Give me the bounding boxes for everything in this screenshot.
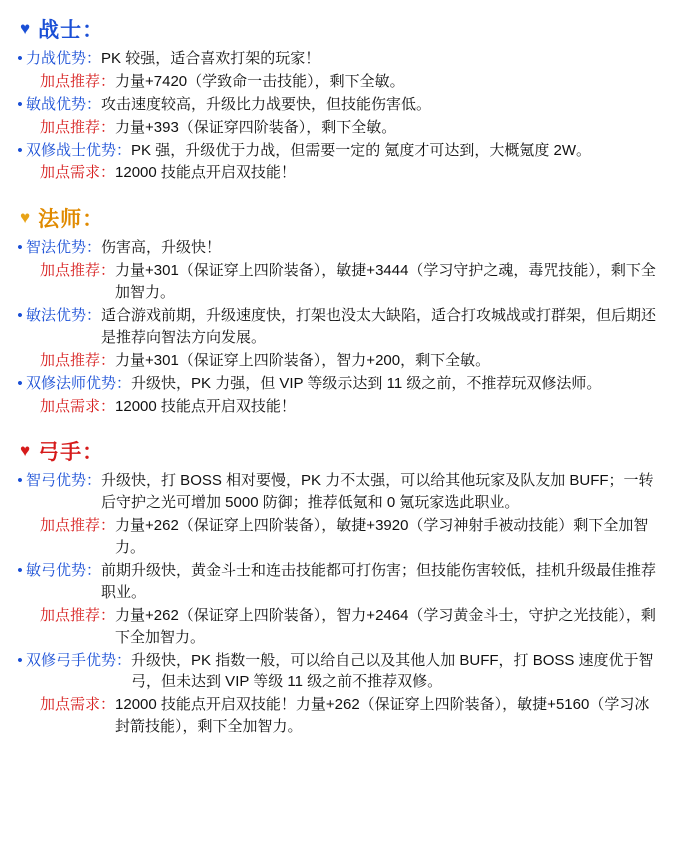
section-heading-mage (20, 203, 661, 233)
bullet-icon: • (17, 50, 23, 67)
entry-text: 攻击速度较高，升级比力战要快，但技能伤害低。 (101, 95, 432, 113)
list-item (14, 373, 661, 395)
list-item (14, 694, 661, 738)
entry-text: 升级快，打 BOSS 相对要慢，PK 力不太强，可以给其他玩家及队友加 BUFF；一转后守护之光可增加 5000 防御；推荐低氪和 0 氪玩家选此职业。 (101, 472, 654, 512)
list-item (14, 560, 661, 604)
bullet-icon: • (17, 651, 23, 669)
section-heading-archer (20, 436, 661, 466)
entry-text: 升级快，PK 力强，但 VIP 等级示达到 11 级之前，不推荐玩双修法师。 (131, 374, 602, 392)
entry-text: 前期升级快，黄金斗士和连击技能都可打伤害；但技能伤害较低，挂机升级最佳推荐职业。 (101, 562, 657, 601)
section-archer (14, 436, 661, 738)
entry-label: 加点推荐： (40, 351, 116, 369)
entry-label: 加点需求： (40, 696, 116, 714)
entry-text: 伤害高，升级快！ (101, 239, 222, 257)
list-item (14, 48, 661, 70)
bullet-icon: • (17, 472, 23, 490)
list-item (14, 117, 661, 139)
entry-text: 12000 技能点开启双技能！力量+262（保证穿上四阶装备），敏捷+5160（学习冰封箭技能），剩下全加智力。 (115, 696, 650, 736)
entry-label: 敏弓优势： (26, 562, 102, 580)
list-item (14, 396, 661, 418)
list-item (14, 470, 661, 514)
entry-label: 双修法师优势： (26, 374, 132, 392)
entry-text: 力量+262（保证穿上四阶装备），智力+2464（学习黄金斗士，守护之光技能），剩下全加智力。 (115, 606, 656, 646)
bullet-icon: • (17, 141, 23, 159)
entry-label: 加点推荐： (40, 72, 116, 90)
list-item (14, 237, 661, 259)
entry-label: 双修战士优势： (26, 141, 132, 159)
heart-icon: ♥ (20, 18, 31, 38)
list-item (14, 305, 661, 349)
bullet-icon: • (17, 374, 23, 392)
entry-label: 力战优势： (26, 50, 102, 67)
entry-text: 力量+262（保证穿上四阶装备），敏捷+3920（学习神射手被动技能）剩下全加智力。 (115, 517, 649, 557)
entry-label: 加点推荐： (40, 606, 116, 624)
entry-label: 加点需求： (40, 164, 116, 182)
entry-text: 适合游戏前期，升级速度快，打架也没太大缺陷，适合打攻城战或打群架，但后期还是推荐向智法方向发展。 (101, 307, 657, 346)
entry-text: 力量+301（保证穿上四阶装备），敏捷+3444（学习守护之魂，毒咒技能），剩下全加智力。 (115, 262, 656, 302)
list-item (14, 605, 661, 649)
entry-text: 力量+7420（学致命一击技能），剩下全敏。 (115, 72, 405, 90)
entry-label: 加点需求： (40, 397, 116, 415)
section-title: 法师： (38, 208, 105, 232)
entry-label: 加点推荐： (40, 262, 116, 280)
bullet-icon: • (17, 95, 23, 113)
list-item (14, 71, 661, 93)
section-heading-warrior (20, 14, 661, 44)
section-mage (14, 203, 661, 417)
entry-label: 加点推荐： (40, 517, 116, 535)
section-title: 弓手： (38, 441, 105, 465)
entry-label: 敏法优势： (26, 307, 102, 325)
list-item (14, 140, 661, 162)
bullet-icon: • (17, 562, 23, 580)
list-item (14, 350, 661, 372)
entry-label: 敏战优势： (26, 95, 102, 113)
list-item (14, 260, 661, 304)
entry-text: 力量+301（保证穿上四阶装备），智力+200，剩下全敏。 (115, 351, 491, 369)
list-item (14, 650, 661, 694)
heart-icon: ♥ (20, 440, 31, 460)
entry-text: 12000 技能点开启双技能！ (115, 164, 296, 182)
entry-label: 双修弓手优势： (26, 651, 132, 669)
heart-icon: ♥ (20, 207, 31, 227)
entry-text: PK 强，升级优于力战，但需要一定的 氪度才可达到，大概氪度 2W。 (131, 141, 592, 159)
section-warrior (14, 14, 661, 184)
bullet-icon: • (17, 239, 23, 257)
entry-text: 12000 技能点开启双技能！ (115, 397, 296, 415)
entry-label: 智弓优势： (26, 472, 102, 490)
entry-text: 升级快，PK 指数一般，可以给自己以及其他人加 BUFF，打 BOSS 速度优于智弓，但未达到 VIP 等级 11 级之前不推荐双修。 (131, 651, 654, 691)
entry-text: PK 较强，适合喜欢打架的玩家！ (101, 50, 321, 67)
list-item (14, 515, 661, 559)
entry-text: 力量+393（保证穿四阶装备），剩下全敏。 (115, 118, 397, 136)
section-title: 战士： (38, 19, 105, 42)
list-item (14, 94, 661, 116)
entry-label: 加点推荐： (40, 118, 116, 136)
list-item (14, 162, 661, 184)
bullet-icon: • (17, 307, 23, 325)
entry-label: 智法优势： (26, 239, 102, 257)
